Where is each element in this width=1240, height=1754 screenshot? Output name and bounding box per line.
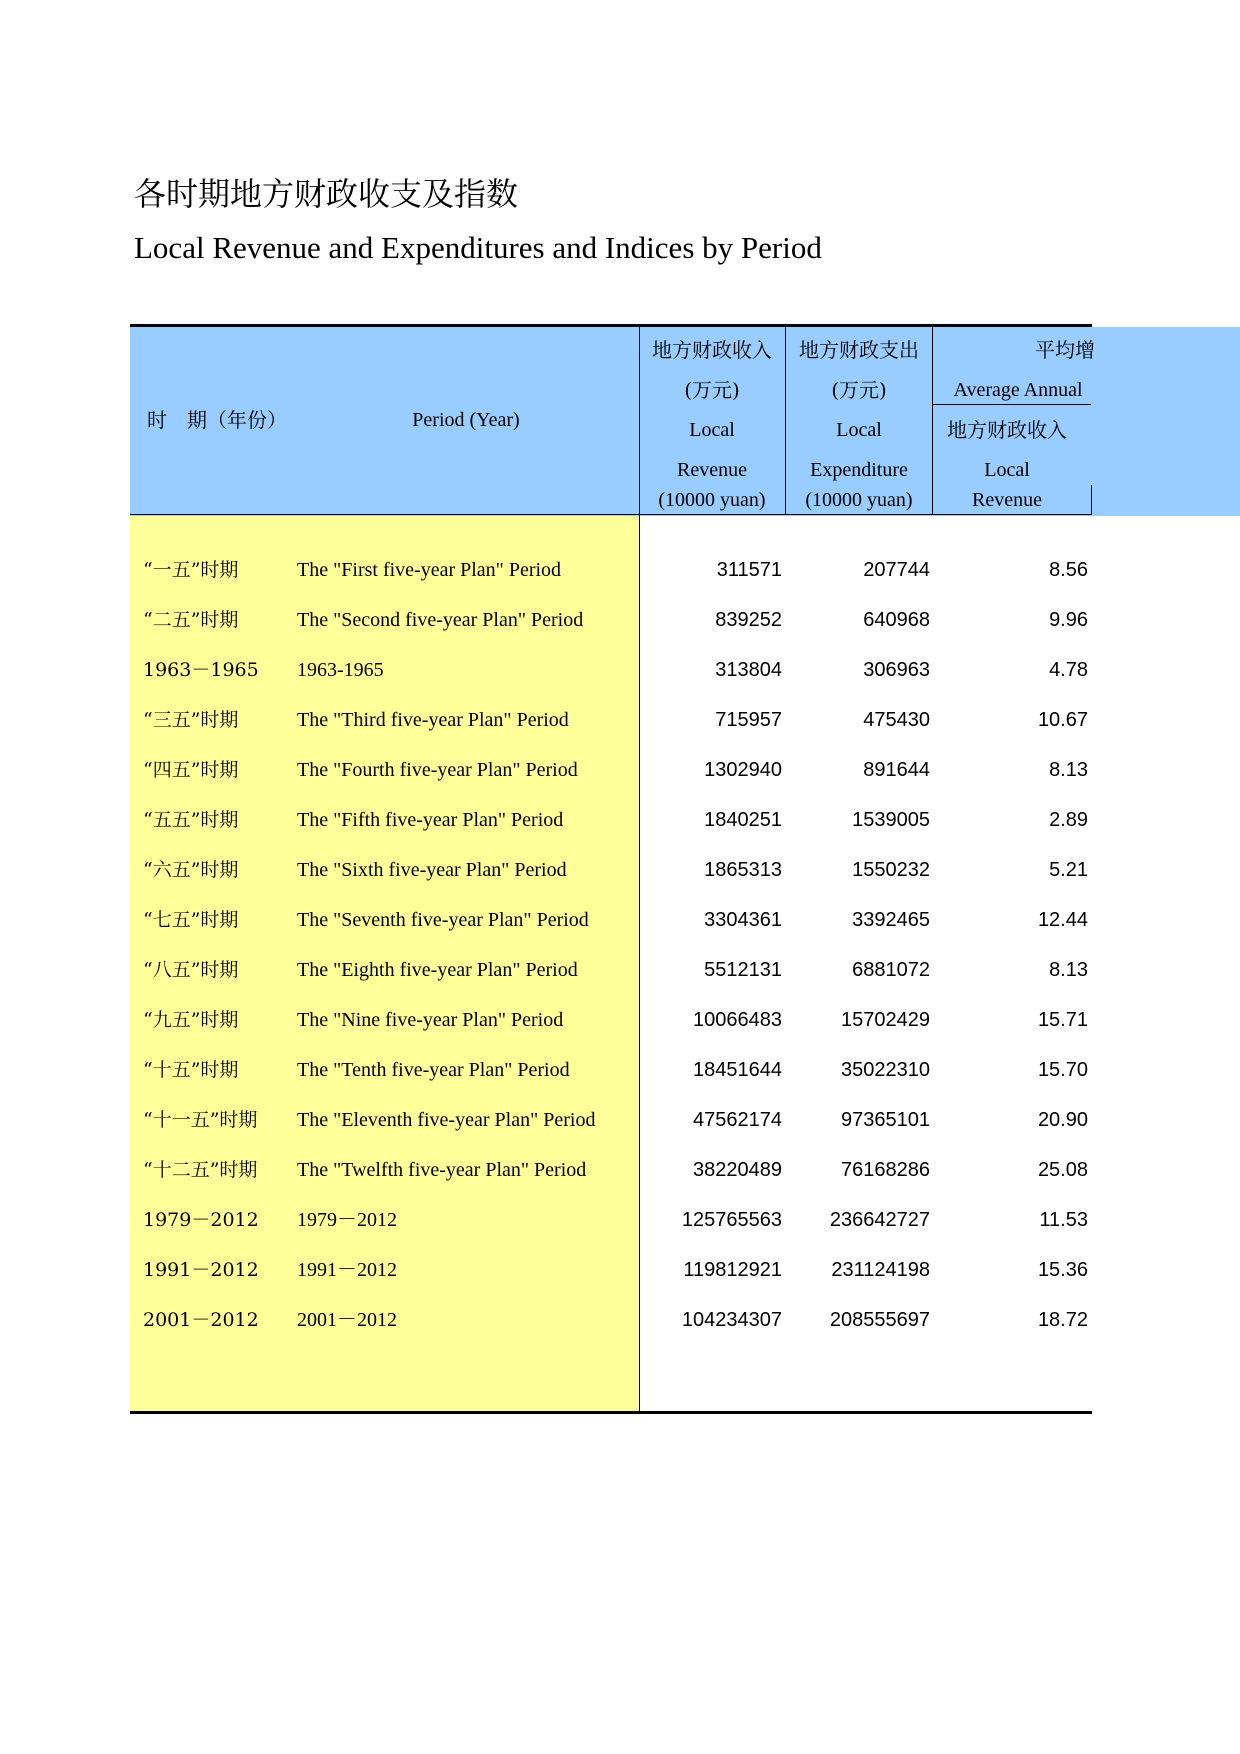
row-growth-value: 25.08 [1037, 1159, 1088, 1181]
row-expenditure-value: 231124198 [831, 1259, 930, 1281]
row-expenditure-value: 891644 [863, 759, 930, 781]
header-growth-cn: 平均增 [1035, 338, 1095, 362]
row-period-cn: “十二五”时期 [143, 1159, 258, 1181]
table-row [0, 950, 1240, 1000]
row-revenue-value: 18451644 [693, 1059, 782, 1081]
row-expenditure-value: 1550232 [852, 859, 930, 881]
table-row [0, 750, 1240, 800]
table-row [0, 550, 1240, 600]
table-row [0, 1000, 1240, 1050]
table-row [0, 600, 1240, 650]
header-revenue-unit-cn: (万元) [684, 378, 740, 402]
row-growth-value: 2.89 [1049, 809, 1088, 831]
table-row [0, 900, 1240, 950]
row-growth-value: 4.78 [1049, 659, 1088, 681]
row-period-en: The "Eighth five-year Plan" Period [297, 959, 578, 981]
row-period-cn: “四五”时期 [143, 759, 239, 781]
table-row [0, 800, 1240, 850]
row-expenditure-value: 15702429 [841, 1009, 930, 1031]
table-row [0, 850, 1240, 900]
header-revenue-unit-en: (10000 yuan) [658, 489, 766, 511]
row-revenue-value: 313804 [715, 659, 782, 681]
row-revenue-value: 715957 [715, 709, 782, 731]
row-period-cn: 1991－2012 [143, 1259, 259, 1281]
row-expenditure-value: 1539005 [852, 809, 930, 831]
row-revenue-value: 1302940 [704, 759, 782, 781]
row-period-en: 1963-1965 [297, 659, 384, 681]
row-period-en: 1991－2012 [297, 1259, 397, 1281]
row-revenue-value: 47562174 [693, 1109, 782, 1131]
row-period-cn: “八五”时期 [143, 959, 239, 981]
row-expenditure-value: 35022310 [841, 1059, 930, 1081]
table-row [0, 1300, 1240, 1350]
row-period-en: The "Fifth five-year Plan" Period [297, 809, 564, 831]
row-period-cn: “一五”时期 [143, 559, 239, 581]
table-row [0, 650, 1240, 700]
row-revenue-value: 38220489 [693, 1159, 782, 1181]
row-expenditure-value: 208555697 [829, 1309, 930, 1331]
row-period-en: 1979－2012 [297, 1209, 397, 1231]
header-revenue-en1: Local [689, 419, 735, 441]
table-row [0, 700, 1240, 750]
table-row [0, 1200, 1240, 1250]
row-period-cn: 1963－1965 [143, 659, 259, 681]
table-row [0, 1100, 1240, 1150]
row-period-cn: 2001－2012 [143, 1309, 259, 1331]
row-revenue-value: 5512131 [704, 959, 782, 981]
row-expenditure-value: 306963 [863, 659, 930, 681]
header-growth-sub-cn: 地方财政收入 [947, 418, 1067, 442]
table-top-rule [130, 324, 1092, 327]
row-growth-value: 12.44 [1037, 909, 1088, 931]
row-revenue-value: 104234307 [681, 1309, 782, 1331]
row-period-en: The "Third five-year Plan" Period [297, 709, 569, 731]
table-row [0, 1050, 1240, 1100]
header-growth-sub-en1: Local [984, 459, 1030, 481]
row-period-en: The "Sixth five-year Plan" Period [297, 859, 567, 881]
row-expenditure-value: 76168286 [841, 1159, 930, 1181]
row-period-cn: “三五”时期 [143, 709, 239, 731]
row-revenue-value: 1840251 [704, 809, 782, 831]
row-period-cn: “十五”时期 [143, 1059, 239, 1081]
column-divider-growth-end [1091, 485, 1092, 515]
header-period-cn: 时 期（年份） [147, 408, 287, 432]
header-expenditure-en2: Expenditure [810, 459, 908, 481]
row-expenditure-value: 97365101 [841, 1109, 930, 1131]
row-expenditure-value: 207744 [863, 559, 930, 581]
row-period-cn: “十一五”时期 [143, 1109, 258, 1131]
header-expenditure-en1: Local [836, 419, 882, 441]
row-period-cn: “七五”时期 [143, 909, 239, 931]
header-growth-sub-en2: Revenue [972, 489, 1042, 511]
row-expenditure-value: 475430 [863, 709, 930, 731]
row-period-en: The "Second five-year Plan" Period [297, 609, 584, 631]
header-period-en: Period (Year) [412, 409, 520, 431]
row-revenue-value: 3304361 [704, 909, 782, 931]
row-period-en: The "Nine five-year Plan" Period [297, 1009, 564, 1031]
header-expenditure-unit-en: (10000 yuan) [805, 489, 913, 511]
row-period-cn: 1979－2012 [143, 1209, 259, 1231]
row-growth-value: 8.13 [1049, 759, 1088, 781]
row-growth-value: 15.71 [1037, 1009, 1088, 1031]
row-period-en: The "Twelfth five-year Plan" Period [297, 1159, 587, 1181]
table-header-rule [130, 514, 1092, 515]
row-period-cn: “二五”时期 [143, 609, 239, 631]
row-expenditure-value: 3392465 [852, 909, 930, 931]
row-growth-value: 8.56 [1049, 559, 1088, 581]
row-growth-value: 8.13 [1049, 959, 1088, 981]
row-expenditure-value: 236642727 [829, 1209, 930, 1231]
page-title-english: Local Revenue and Expenditures and Indices by Period [134, 230, 822, 265]
growth-header-rule [932, 404, 1091, 405]
row-revenue-value: 119812921 [683, 1259, 782, 1281]
row-revenue-value: 125765563 [681, 1209, 782, 1231]
row-growth-value: 5.21 [1049, 859, 1088, 881]
table-row [0, 1250, 1240, 1300]
header-expenditure-unit-cn: (万元) [831, 378, 887, 402]
row-period-en: The "Seventh five-year Plan" Period [297, 909, 589, 931]
table-row [0, 1150, 1240, 1200]
row-period-en: The "Tenth five-year Plan" Period [297, 1059, 570, 1081]
row-period-en: The "First five-year Plan" Period [297, 559, 562, 581]
table-bottom-rule [130, 1411, 1092, 1414]
row-period-en: The "Fourth five-year Plan" Period [297, 759, 578, 781]
row-expenditure-value: 6881072 [852, 959, 930, 981]
row-growth-value: 18.72 [1037, 1309, 1088, 1331]
row-growth-value: 11.53 [1039, 1209, 1088, 1231]
row-growth-value: 15.36 [1037, 1259, 1088, 1281]
row-revenue-value: 311571 [716, 559, 782, 581]
row-revenue-value: 839252 [715, 609, 782, 631]
page-title-chinese: 各时期地方财政收支及指数 [134, 175, 519, 213]
row-growth-value: 15.70 [1037, 1059, 1088, 1081]
header-growth-en: Average Annual [953, 379, 1083, 401]
row-period-en: The "Eleventh five-year Plan" Period [297, 1109, 596, 1131]
row-revenue-value: 10066483 [693, 1009, 782, 1031]
row-growth-value: 9.96 [1049, 609, 1088, 631]
row-growth-value: 10.67 [1037, 709, 1088, 731]
header-revenue-en2: Revenue [677, 459, 747, 481]
row-expenditure-value: 640968 [863, 609, 930, 631]
row-period-cn: “五五”时期 [143, 809, 239, 831]
header-expenditure-cn: 地方财政支出 [799, 338, 919, 362]
row-growth-value: 20.90 [1037, 1109, 1088, 1131]
row-period-cn: “九五”时期 [143, 1009, 239, 1031]
row-revenue-value: 1865313 [704, 859, 782, 881]
row-period-cn: “六五”时期 [143, 859, 239, 881]
row-period-en: 2001－2012 [297, 1309, 397, 1331]
header-revenue-cn: 地方财政收入 [652, 338, 772, 362]
